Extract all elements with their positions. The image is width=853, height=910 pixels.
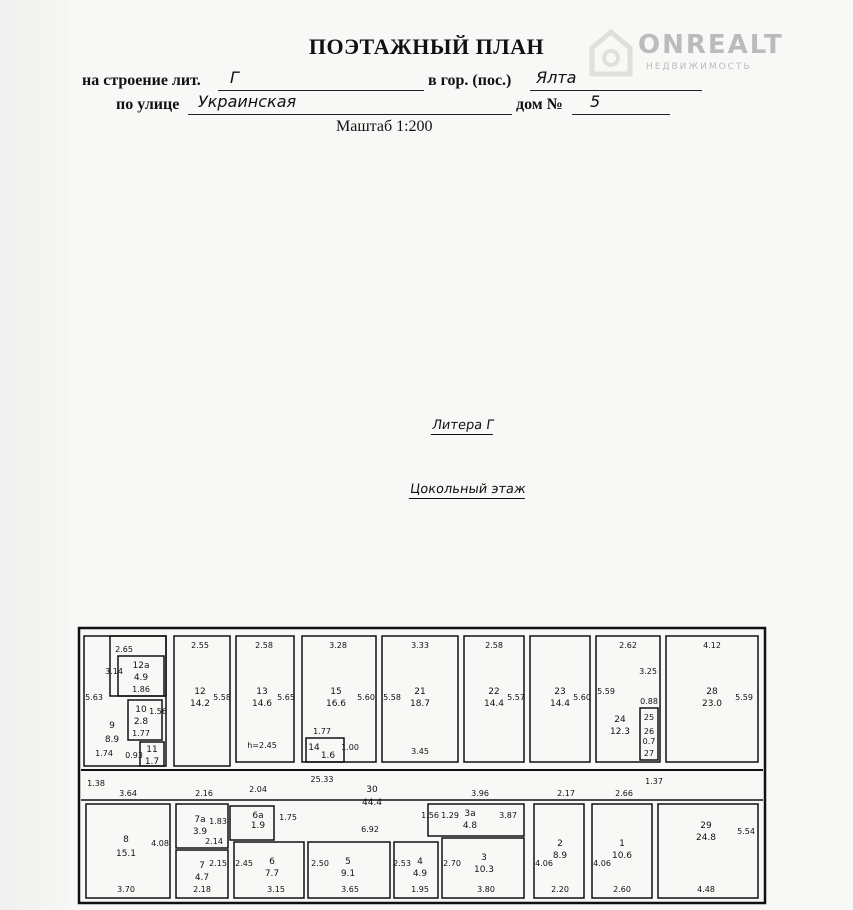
room-23-num: 23 (554, 687, 566, 697)
line1-label2: в гор. (пос.) (428, 72, 512, 89)
room-11-num: 11 (146, 745, 158, 755)
room-12-num: 12 (194, 687, 206, 697)
dim: 1.74 (95, 749, 113, 758)
dim: 1.56 (421, 811, 439, 820)
dim: 2.65 (115, 645, 133, 654)
dim: 2.15 (209, 859, 227, 868)
dim: 4.08 (151, 839, 169, 848)
dim: 2.50 (311, 859, 329, 868)
dim: 5.60 (357, 693, 375, 702)
dim: 3.96 (471, 789, 489, 798)
dim: 1.56 (149, 707, 167, 716)
dim: 2.58 (485, 641, 503, 650)
room-4-num: 4 (417, 857, 423, 867)
room-3-area: 10.3 (473, 865, 495, 875)
dim: 3.28 (329, 641, 347, 650)
room-28-num: 28 (706, 687, 718, 697)
watermark-brand: ONREALT (638, 30, 784, 60)
dim: 2.53 (393, 859, 411, 868)
line1-value2: Ялта (536, 68, 577, 87)
dim: 1.86 (132, 685, 150, 694)
room-7a-area: 3.9 (192, 827, 208, 837)
dim: 25.33 (310, 775, 334, 784)
dim: 2.14 (205, 837, 223, 846)
dim: 3.15 (267, 885, 285, 894)
litera-label: Литера Г (431, 418, 496, 433)
dim: 2.20 (551, 885, 569, 894)
dim: 3.64 (119, 789, 137, 798)
room-2-area: 8.9 (552, 851, 568, 861)
dim: 2.60 (613, 885, 631, 894)
dim: 2.62 (619, 641, 637, 650)
watermark-sub: НЕДВИЖИМОСТЬ (646, 62, 752, 72)
room-30-area: 44.4 (361, 798, 383, 808)
room-9-area: 8.9 (104, 735, 120, 745)
room-7-num: 7 (199, 861, 205, 871)
room-6-area: 7.7 (264, 869, 280, 879)
room-15-num: 15 (330, 687, 342, 697)
room-25-num: 25 (643, 713, 655, 722)
room-28-area: 23.0 (701, 699, 723, 709)
room-29-num: 29 (700, 821, 712, 831)
room-6a-area: 1.9 (250, 821, 266, 831)
room-14-num: 14 (308, 743, 320, 753)
room-27-num: 27 (643, 749, 655, 758)
dim: 1.37 (645, 777, 663, 786)
dim: 2.04 (249, 785, 267, 794)
dim: 6.92 (361, 825, 379, 834)
room-6-num: 6 (269, 857, 275, 867)
dim: 1.29 (441, 811, 459, 820)
line1-value: Г (230, 68, 239, 87)
room-12-area: 14.2 (189, 699, 211, 709)
floor-label: Цокольный этаж (409, 482, 527, 497)
document-title: ПОЭТАЖНЫЙ ПЛАН (308, 34, 545, 59)
room-1-area: 10.6 (611, 851, 633, 861)
dim: 2.66 (615, 789, 633, 798)
dim: h=2.45 (247, 741, 277, 750)
dim: 4.48 (697, 885, 715, 894)
dim: 5.54 (737, 827, 755, 836)
room-7-area: 4.7 (194, 873, 210, 883)
line2-value2: 5 (590, 92, 601, 111)
dim: 3.45 (411, 747, 429, 756)
room-6a-num: 6а (252, 811, 264, 821)
line2-label: по улице (116, 96, 180, 113)
room-22-area: 14.4 (483, 699, 505, 709)
room-24-area: 12.3 (609, 727, 631, 737)
dim: 1.77 (132, 729, 150, 738)
dim: 3.33 (411, 641, 429, 650)
room-29-area: 24.8 (695, 833, 717, 843)
room-3a-area: 4.8 (462, 821, 478, 831)
room-3-num: 3 (481, 853, 487, 863)
dim: 3.80 (477, 885, 495, 894)
room-24-num: 24 (614, 715, 626, 725)
dim: 1.38 (87, 779, 105, 788)
room-2-num: 2 (557, 839, 563, 849)
room-10-num: 10 (135, 705, 147, 715)
dim: 4.06 (535, 859, 553, 868)
room-1-num: 1 (619, 839, 625, 849)
room-9-num: 9 (109, 721, 115, 731)
room-11-area: 1.7 (144, 757, 160, 767)
room-8-num: 8 (123, 835, 129, 845)
room-12a-num: 12а (132, 661, 150, 671)
dim: 5.57 (507, 693, 525, 702)
dim: 5.59 (735, 693, 753, 702)
dim: 5.58 (383, 693, 401, 702)
dim: 0.88 (640, 697, 658, 706)
dim: 1.75 (279, 813, 297, 822)
room-12a-area: 4.9 (133, 673, 149, 683)
line2-value: Украинская (198, 92, 297, 111)
dim: 0.7 (642, 737, 656, 746)
dim: 2.55 (191, 641, 209, 650)
dim: 5.63 (85, 693, 103, 702)
dim: 1.77 (313, 727, 331, 736)
dim: 5.60 (573, 693, 591, 702)
dim: 3.87 (499, 811, 517, 820)
dim: 4.06 (593, 859, 611, 868)
scale-label: Маштаб 1:200 (336, 118, 433, 135)
room-14-area: 1.6 (320, 751, 336, 761)
room-26-num: 26 (643, 727, 655, 736)
room-21-num: 21 (414, 687, 426, 697)
dim: 3.65 (341, 885, 359, 894)
dim: 5.58 (213, 693, 231, 702)
room-21-area: 18.7 (409, 699, 431, 709)
room-5-area: 9.1 (340, 869, 356, 879)
dim: 4.12 (703, 641, 721, 650)
dim: 1.83 (209, 817, 227, 826)
dim: 2.18 (193, 885, 211, 894)
dim: 2.16 (195, 789, 213, 798)
dim: 2.45 (235, 859, 253, 868)
dim: 2.70 (443, 859, 461, 868)
room-4-area: 4.9 (412, 869, 428, 879)
line2-label2: дом № (516, 96, 563, 113)
room-5-num: 5 (345, 857, 351, 867)
room-3a-num: 3а (464, 809, 476, 819)
dim: 5.59 (597, 687, 615, 696)
dim: 0.93 (125, 751, 143, 760)
dim: 2.58 (255, 641, 273, 650)
room-30-num: 30 (366, 785, 378, 795)
room-10-area: 2.8 (133, 717, 149, 727)
dim: 1.00 (341, 743, 359, 752)
dim: 3.70 (117, 885, 135, 894)
dim: 1.95 (411, 885, 429, 894)
dim: 3.25 (639, 667, 657, 676)
room-22-num: 22 (488, 687, 500, 697)
room-8-area: 15.1 (115, 849, 137, 859)
room-13-num: 13 (256, 687, 268, 697)
room-13-area: 14.6 (251, 699, 273, 709)
room-7a-num: 7а (194, 815, 206, 825)
dim: 5.65 (277, 693, 295, 702)
dim: 3.14 (105, 667, 123, 676)
room-23-area: 14.4 (549, 699, 571, 709)
line1-label: на строение лит. (82, 72, 201, 89)
room-15-area: 16.6 (325, 699, 347, 709)
dim: 2.17 (557, 789, 575, 798)
